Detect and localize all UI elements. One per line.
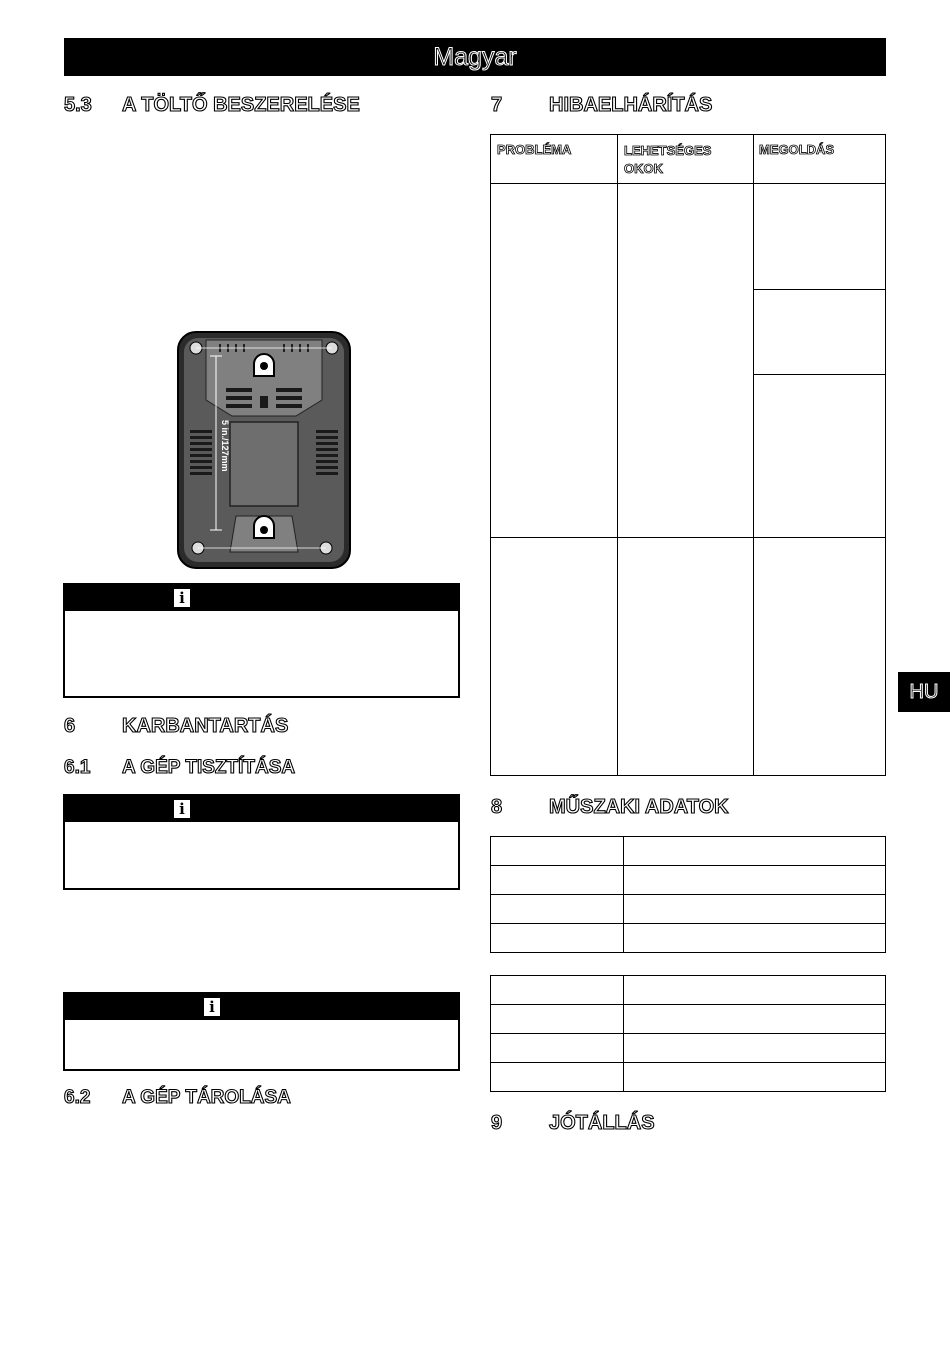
note-header-bar xyxy=(65,994,458,1020)
language-title: Magyar xyxy=(433,43,517,71)
section-heading-9 xyxy=(491,1112,655,1135)
section-number: 5.3 xyxy=(64,94,92,116)
section-heading-5-3 xyxy=(64,94,360,117)
section-number: 6.1 xyxy=(64,757,91,778)
section-heading-6-1 xyxy=(64,757,295,779)
section-title: HIBAELHÁRÍTÁS xyxy=(549,94,713,116)
charger-mounting-figure xyxy=(176,330,352,570)
section-heading-6-2 xyxy=(64,1087,291,1109)
note-header-bar xyxy=(65,585,458,611)
section-heading-7 xyxy=(491,94,712,117)
section-title: MŰSZAKI ADATOK xyxy=(549,796,729,818)
section-number: 8 xyxy=(491,796,503,818)
section-title: JÓTÁLLÁS xyxy=(549,1112,655,1134)
info-icon: i xyxy=(174,589,190,607)
dimension-label: 5 in./127mm xyxy=(220,420,230,472)
section-heading-6 xyxy=(64,715,288,738)
language-side-tab xyxy=(898,672,950,712)
spec-table xyxy=(490,836,886,953)
note-box xyxy=(63,794,460,890)
section-number: 7 xyxy=(491,94,503,116)
section-title: A TÖLTŐ BESZERELÉSE xyxy=(122,94,360,116)
language-code: HU xyxy=(909,681,939,703)
column-header-causes xyxy=(624,142,711,178)
info-icon: i xyxy=(204,998,220,1016)
troubleshooting-table xyxy=(490,134,886,776)
section-title: KARBANTARTÁS xyxy=(122,715,289,737)
section-title: A GÉP TISZTÍTÁSA xyxy=(122,757,296,778)
column-header-solution: MEGOLDÁS xyxy=(759,142,835,157)
section-number: 6 xyxy=(64,715,76,737)
info-icon: i xyxy=(174,800,190,818)
column-header-problem: PROBLÉMA xyxy=(497,142,572,157)
note-box xyxy=(63,992,460,1071)
section-number: 6.2 xyxy=(64,1087,91,1108)
language-header-bar xyxy=(64,38,886,76)
note-box xyxy=(63,583,460,698)
column-header-causes-line1: LEHETSÉGES xyxy=(624,143,712,158)
section-title: A GÉP TÁROLÁSA xyxy=(122,1087,291,1108)
section-number: 9 xyxy=(491,1112,503,1134)
section-heading-8 xyxy=(491,796,729,819)
column-header-causes-line2: OKOK xyxy=(624,161,663,176)
note-header-bar xyxy=(65,796,458,822)
spec-table xyxy=(490,975,886,1092)
